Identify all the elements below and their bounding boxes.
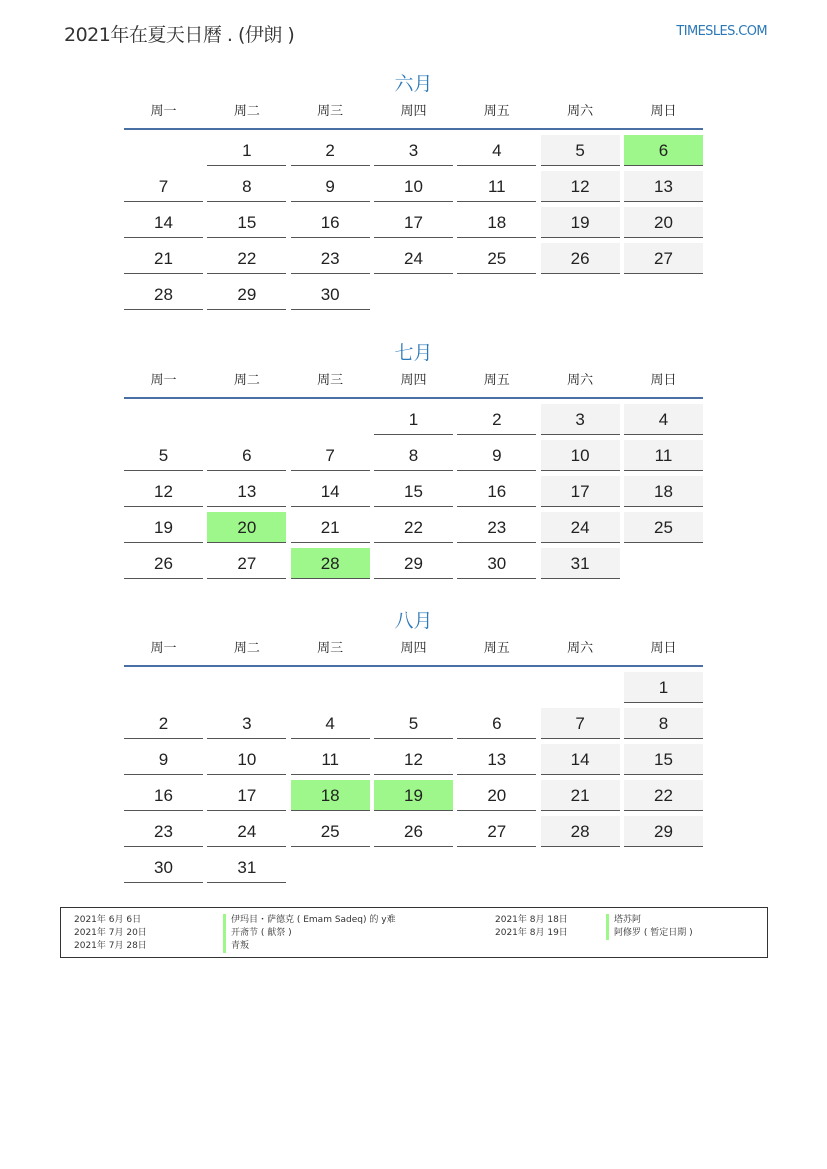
empty-cell [124,404,203,435]
day-cell: 19 [541,207,620,238]
empty-cell [374,852,453,883]
day-cell: 17 [374,207,453,238]
empty-cell [541,279,620,310]
week-row [124,171,703,207]
weekday-label: 周一 [150,373,177,388]
weekday-label: 周五 [483,373,510,388]
day-cell: 24 [207,816,286,847]
week-row [124,672,703,708]
weekday-label: 周一 [150,104,177,119]
day-cell: 8 [374,440,453,471]
day-cell: 10 [374,171,453,202]
empty-cell [291,672,370,703]
weekday-label: 周三 [317,641,344,656]
day-cell: 29 [624,816,703,847]
holiday-day-cell: 20 [207,512,286,543]
day-cell: 11 [291,744,370,775]
day-cell: 3 [374,135,453,166]
day-cell: 25 [457,243,536,274]
day-cell: 3 [541,404,620,435]
weekday-label: 周六 [567,104,594,119]
day-grid [124,672,703,888]
empty-cell [624,852,703,883]
day-cell: 30 [124,852,203,883]
day-cell: 17 [207,780,286,811]
day-cell: 16 [124,780,203,811]
day-cell: 7 [124,171,203,202]
day-cell: 22 [207,243,286,274]
day-cell: 10 [541,440,620,471]
weekday-label: 周日 [650,104,677,119]
day-cell: 20 [457,780,536,811]
legend-holiday-name: 开斋节 ( 献祭 ) [223,927,396,940]
empty-cell [457,852,536,883]
day-cell: 3 [207,708,286,739]
day-cell: 22 [374,512,453,543]
week-row [124,135,703,171]
day-cell: 13 [207,476,286,507]
day-cell: 21 [124,243,203,274]
weekday-header [124,371,703,399]
weekday-header [124,102,703,130]
weekday-label: 周五 [483,641,510,656]
empty-cell [291,852,370,883]
weekday-label: 周六 [567,373,594,388]
day-cell: 21 [291,512,370,543]
day-cell: 15 [624,744,703,775]
day-cell: 13 [624,171,703,202]
day-cell: 31 [541,548,620,579]
empty-cell [374,672,453,703]
day-grid [124,135,703,315]
day-cell: 25 [624,512,703,543]
day-cell: 28 [541,816,620,847]
holiday-legend [60,907,768,958]
day-cell: 15 [207,207,286,238]
week-row [124,780,703,816]
day-cell: 7 [541,708,620,739]
day-cell: 15 [374,476,453,507]
week-row [124,548,703,584]
day-cell: 1 [207,135,286,166]
day-cell: 1 [624,672,703,703]
empty-cell [291,404,370,435]
day-cell: 2 [291,135,370,166]
weekday-label: 周三 [317,104,344,119]
day-cell: 16 [291,207,370,238]
day-cell: 7 [291,440,370,471]
day-cell: 9 [457,440,536,471]
empty-cell [124,672,203,703]
weekday-label: 周日 [650,373,677,388]
day-cell: 23 [124,816,203,847]
empty-cell [457,672,536,703]
day-cell: 22 [624,780,703,811]
month-title: 七月 [394,342,433,364]
month-calendar [124,70,703,315]
day-cell: 2 [124,708,203,739]
day-cell: 12 [541,171,620,202]
week-row [124,852,703,888]
day-cell: 5 [541,135,620,166]
holiday-day-cell: 18 [291,780,370,811]
legend-holiday-name: 伊玛目・萨德克 ( Emam Sadeq) 的 y难 [223,914,396,927]
week-row [124,708,703,744]
day-cell: 12 [124,476,203,507]
day-cell: 5 [374,708,453,739]
day-cell: 26 [374,816,453,847]
day-cell: 6 [207,440,286,471]
legend-date: 2021年 8月 18日 [495,915,568,925]
day-cell: 30 [457,548,536,579]
legend-holiday-name: 阿修罗 ( 暂定日期 ) [606,927,693,940]
day-cell: 6 [457,708,536,739]
day-cell: 5 [124,440,203,471]
day-cell: 18 [624,476,703,507]
day-cell: 14 [541,744,620,775]
day-grid [124,404,703,584]
day-cell: 14 [124,207,203,238]
empty-cell [541,852,620,883]
day-cell: 26 [541,243,620,274]
week-row [124,440,703,476]
week-row [124,243,703,279]
day-cell: 11 [624,440,703,471]
week-row [124,512,703,548]
empty-cell [207,404,286,435]
legend-date: 2021年 8月 19日 [495,928,568,938]
day-cell: 30 [291,279,370,310]
weekday-label: 周二 [233,104,260,119]
day-cell: 24 [374,243,453,274]
week-row [124,404,703,440]
empty-cell [457,279,536,310]
weekday-label: 周二 [233,373,260,388]
day-cell: 23 [291,243,370,274]
week-row [124,279,703,315]
legend-date: 2021年 6月 6日 [74,915,142,925]
empty-cell [624,548,703,579]
month-calendar [124,339,703,584]
day-cell: 29 [374,548,453,579]
empty-cell [124,135,203,166]
empty-cell [207,672,286,703]
day-cell: 19 [124,512,203,543]
day-cell: 28 [124,279,203,310]
day-cell: 16 [457,476,536,507]
page-title: 2021年在夏天日曆 . (伊朗 ) [64,24,295,46]
day-cell: 4 [624,404,703,435]
holiday-day-cell: 19 [374,780,453,811]
day-cell: 4 [291,708,370,739]
legend-date: 2021年 7月 20日 [74,928,147,938]
week-row [124,816,703,852]
day-cell: 4 [457,135,536,166]
day-cell: 27 [207,548,286,579]
empty-cell [541,672,620,703]
day-cell: 29 [207,279,286,310]
day-cell: 31 [207,852,286,883]
day-cell: 10 [207,744,286,775]
day-cell: 11 [457,171,536,202]
legend-holiday-name: 青叛 [223,940,396,953]
site-link[interactable]: TIMESLES.COM [676,24,767,39]
weekday-label: 周六 [567,641,594,656]
weekday-label: 周三 [317,373,344,388]
day-cell: 27 [457,816,536,847]
month-title: 八月 [394,610,433,632]
empty-cell [374,279,453,310]
day-cell: 9 [291,171,370,202]
weekday-label: 周四 [400,373,427,388]
day-cell: 9 [124,744,203,775]
day-cell: 1 [374,404,453,435]
day-cell: 12 [374,744,453,775]
day-cell: 2 [457,404,536,435]
weekday-label: 周四 [400,104,427,119]
day-cell: 8 [207,171,286,202]
month-calendar [124,607,703,888]
holiday-day-cell: 28 [291,548,370,579]
day-cell: 23 [457,512,536,543]
legend-date: 2021年 7月 28日 [74,941,147,951]
month-title: 六月 [394,73,433,95]
holiday-day-cell: 6 [624,135,703,166]
week-row [124,744,703,780]
weekday-label: 周五 [483,104,510,119]
day-cell: 25 [291,816,370,847]
day-cell: 27 [624,243,703,274]
day-cell: 20 [624,207,703,238]
day-cell: 24 [541,512,620,543]
day-cell: 26 [124,548,203,579]
day-cell: 8 [624,708,703,739]
empty-cell [624,279,703,310]
weekday-label: 周二 [233,641,260,656]
weekday-label: 周日 [650,641,677,656]
day-cell: 17 [541,476,620,507]
day-cell: 18 [457,207,536,238]
week-row [124,207,703,243]
legend-holiday-name: 塔苏阿 [606,914,693,927]
weekday-header [124,639,703,667]
week-row [124,476,703,512]
weekday-label: 周四 [400,641,427,656]
day-cell: 13 [457,744,536,775]
weekday-label: 周一 [150,641,177,656]
day-cell: 14 [291,476,370,507]
day-cell: 21 [541,780,620,811]
